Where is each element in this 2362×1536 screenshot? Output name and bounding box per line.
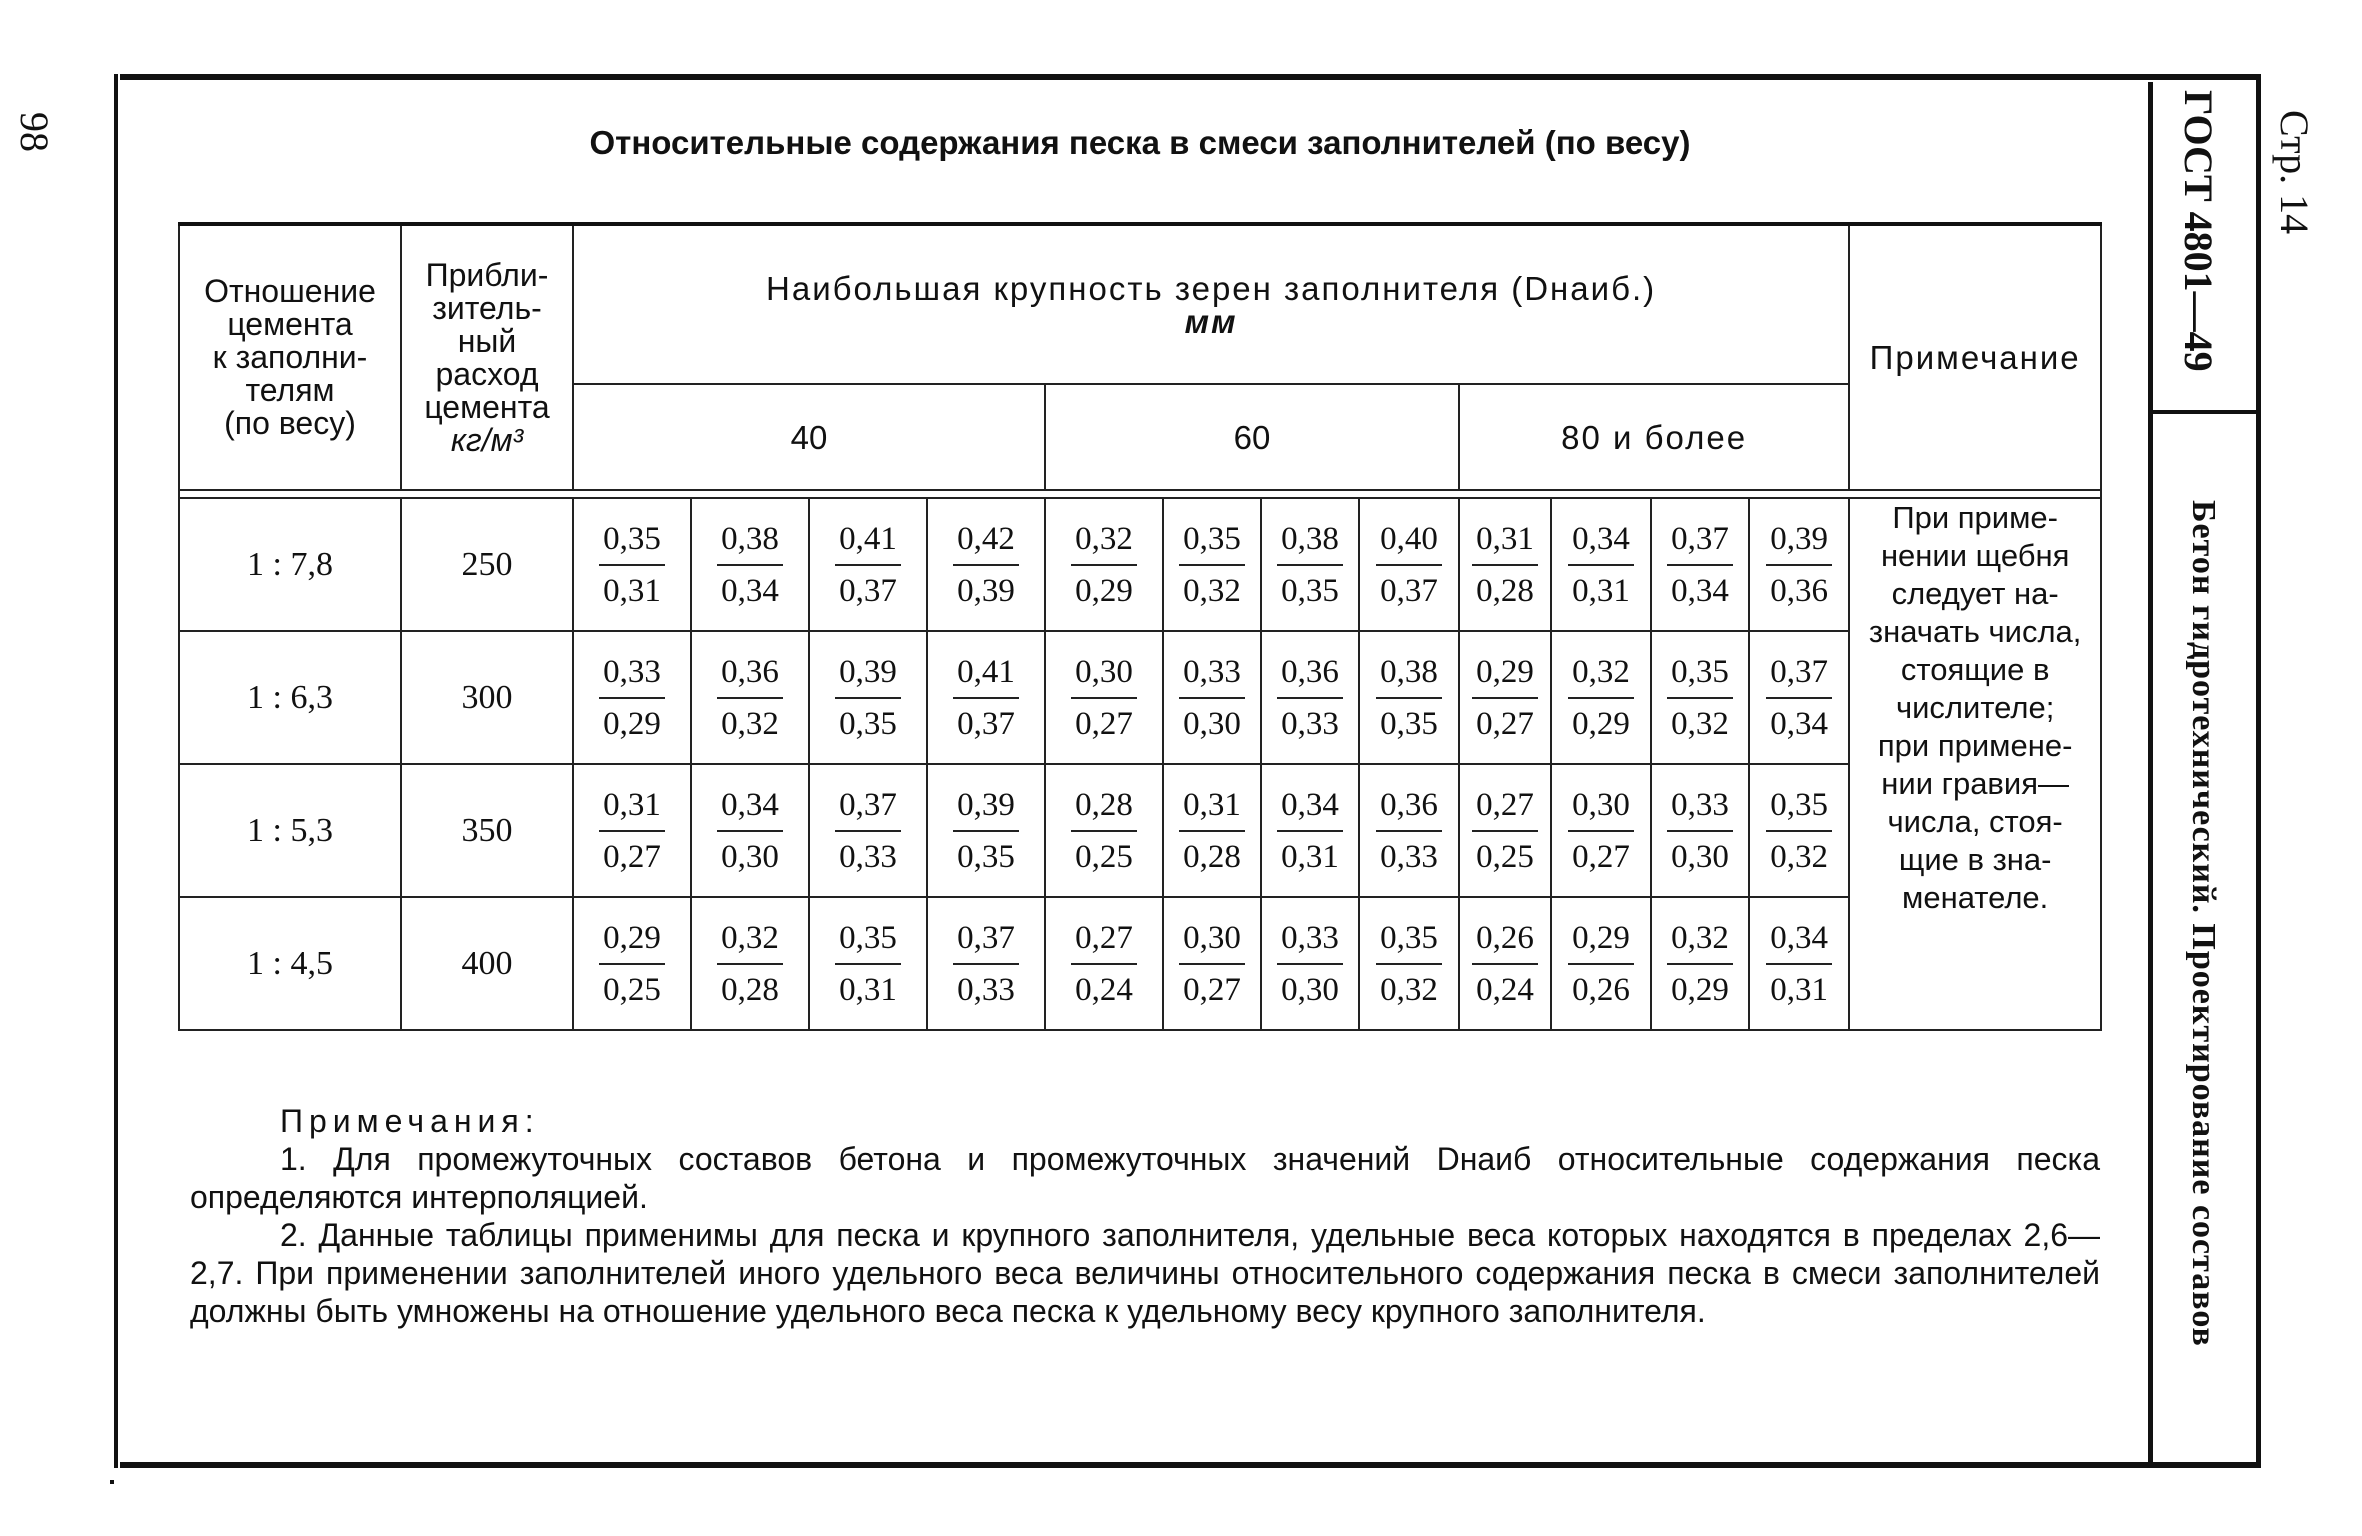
fraction-cell bbox=[1459, 897, 1551, 1030]
numerator-value: 0,29 bbox=[1568, 913, 1634, 965]
table-row bbox=[179, 897, 2101, 1030]
note-line: нении щебня bbox=[1880, 538, 2070, 573]
denominator-value: 0,29 bbox=[1671, 971, 1729, 1008]
cement-header-line: расход bbox=[435, 355, 539, 392]
fraction-cell bbox=[1749, 764, 1849, 897]
denominator-value: 0,30 bbox=[1671, 838, 1729, 875]
ratio-header-line: цемента bbox=[227, 306, 353, 342]
frame-bottom-rule bbox=[120, 1462, 2260, 1468]
numerator-value: 0,30 bbox=[1071, 647, 1137, 699]
denominator-value: 0,29 bbox=[1572, 705, 1630, 742]
fraction-cell bbox=[1163, 498, 1261, 631]
size-group-title: Наибольшая крупность зерен заполнителя (Dнаиб.) bbox=[766, 269, 1657, 307]
denominator-value: 0,33 bbox=[839, 838, 897, 875]
denominator-value: 0,31 bbox=[1572, 572, 1630, 609]
numerator-value: 0,37 bbox=[835, 780, 901, 832]
numerator-value: 0,35 bbox=[1376, 913, 1442, 965]
fraction-cell bbox=[691, 631, 809, 764]
note-line: нии гравия— bbox=[1881, 766, 2070, 801]
numerator-value: 0,34 bbox=[1568, 514, 1634, 566]
numerator-value: 0,36 bbox=[1376, 780, 1442, 832]
denominator-value: 0,24 bbox=[1075, 971, 1133, 1008]
numerator-value: 0,35 bbox=[835, 913, 901, 965]
denominator-value: 0,34 bbox=[1770, 705, 1828, 742]
frame-top-rule bbox=[120, 74, 2260, 80]
note-line: значать числа, bbox=[1868, 614, 2082, 649]
ratio-cell: 1 : 4,5 bbox=[179, 897, 401, 1030]
fraction-cell bbox=[1651, 631, 1749, 764]
side-column-rule bbox=[2256, 74, 2261, 1468]
cement-header-line: ный bbox=[457, 322, 517, 359]
notes-heading: Примечания: bbox=[280, 1103, 540, 1139]
numerator-value: 0,30 bbox=[1568, 780, 1634, 832]
fraction-cell bbox=[1551, 498, 1651, 631]
size-group-header bbox=[573, 224, 1849, 384]
numerator-value: 0,35 bbox=[1179, 514, 1245, 566]
sand-content-table bbox=[178, 222, 2102, 1031]
side-divider-rule bbox=[2150, 410, 2260, 414]
fraction-cell bbox=[1651, 764, 1749, 897]
note-line: стоящие в bbox=[1900, 652, 2050, 687]
denominator-value: 0,36 bbox=[1770, 572, 1828, 609]
ratio-column-header bbox=[179, 224, 401, 490]
denominator-value: 0,34 bbox=[721, 572, 779, 609]
ratio-header-line: телям bbox=[245, 372, 335, 408]
numerator-value: 0,39 bbox=[1766, 514, 1832, 566]
numerator-value: 0,28 bbox=[1071, 780, 1137, 832]
numerator-value: 0,37 bbox=[1667, 514, 1733, 566]
denominator-value: 0,27 bbox=[1572, 838, 1630, 875]
numerator-value: 0,41 bbox=[953, 647, 1019, 699]
table-row bbox=[179, 631, 2101, 764]
denominator-value: 0,31 bbox=[1770, 971, 1828, 1008]
numerator-value: 0,32 bbox=[1667, 913, 1733, 965]
cement-cell: 350 bbox=[401, 764, 573, 897]
fraction-cell bbox=[1749, 498, 1849, 631]
denominator-value: 0,35 bbox=[957, 838, 1015, 875]
denominator-value: 0,37 bbox=[839, 572, 897, 609]
denominator-value: 0,25 bbox=[1476, 838, 1534, 875]
numerator-value: 0,41 bbox=[835, 514, 901, 566]
cement-unit: кг/м³ bbox=[450, 421, 524, 458]
fraction-cell bbox=[1749, 631, 1849, 764]
fraction-cell bbox=[809, 631, 927, 764]
numerator-value: 0,31 bbox=[1179, 780, 1245, 832]
denominator-value: 0,24 bbox=[1476, 971, 1534, 1008]
denominator-value: 0,33 bbox=[957, 971, 1015, 1008]
numerator-value: 0,33 bbox=[1667, 780, 1733, 832]
denominator-value: 0,28 bbox=[721, 971, 779, 1008]
denominator-value: 0,39 bbox=[957, 572, 1015, 609]
cement-cell: 400 bbox=[401, 897, 573, 1030]
numerator-value: 0,29 bbox=[1472, 647, 1538, 699]
numerator-value: 0,36 bbox=[1277, 647, 1343, 699]
numerator-value: 0,42 bbox=[953, 514, 1019, 566]
fraction-cell bbox=[1045, 897, 1163, 1030]
numerator-value: 0,32 bbox=[717, 913, 783, 965]
note-item-1: 1. Для промежуточных составов бетона и промежуточных значений Dнаиб относительные содержания песка определяются интерполяцией. bbox=[190, 1141, 2100, 1215]
cement-column-header bbox=[401, 224, 573, 490]
frame-left-rule bbox=[114, 74, 118, 1468]
note-line: числителе; bbox=[1895, 690, 2055, 725]
denominator-value: 0,34 bbox=[1671, 572, 1729, 609]
denominator-value: 0,32 bbox=[1380, 971, 1438, 1008]
size-header-80: 80 и более bbox=[1459, 384, 1849, 490]
side-title: Бетон гидротехнический. Проектирование составов bbox=[2185, 500, 2222, 1347]
size-header-40: 40 bbox=[573, 384, 1045, 490]
denominator-value: 0,28 bbox=[1183, 838, 1241, 875]
fraction-cell bbox=[809, 498, 927, 631]
header-separator bbox=[179, 490, 2101, 498]
numerator-value: 0,34 bbox=[1277, 780, 1343, 832]
fraction-cell bbox=[1045, 764, 1163, 897]
numerator-value: 0,38 bbox=[1277, 514, 1343, 566]
numerator-value: 0,27 bbox=[1071, 913, 1137, 965]
ratio-cell: 1 : 7,8 bbox=[179, 498, 401, 631]
numerator-value: 0,39 bbox=[953, 780, 1019, 832]
numerator-value: 0,37 bbox=[1766, 647, 1832, 699]
fraction-cell bbox=[927, 631, 1045, 764]
table-row bbox=[179, 498, 2101, 631]
fraction-cell bbox=[1163, 764, 1261, 897]
fraction-cell bbox=[809, 897, 927, 1030]
fraction-cell bbox=[1651, 498, 1749, 631]
denominator-value: 0,35 bbox=[1281, 572, 1339, 609]
fraction-cell bbox=[1359, 897, 1459, 1030]
note-line: числа, стоя- bbox=[1887, 804, 2063, 839]
denominator-value: 0,26 bbox=[1572, 971, 1630, 1008]
cement-header-line: Прибли- bbox=[425, 256, 549, 293]
note-line: следует на- bbox=[1891, 576, 2059, 611]
fraction-cell bbox=[573, 498, 691, 631]
fraction-cell bbox=[1459, 498, 1551, 631]
fraction-cell bbox=[1749, 897, 1849, 1030]
denominator-value: 0,29 bbox=[603, 705, 661, 742]
denominator-value: 0,32 bbox=[1183, 572, 1241, 609]
numerator-value: 0,39 bbox=[835, 647, 901, 699]
denominator-value: 0,32 bbox=[1671, 705, 1729, 742]
cement-cell: 300 bbox=[401, 631, 573, 764]
fraction-cell bbox=[1261, 631, 1359, 764]
denominator-value: 0,33 bbox=[1380, 838, 1438, 875]
numerator-value: 0,30 bbox=[1179, 913, 1245, 965]
fraction-cell bbox=[1359, 631, 1459, 764]
fraction-cell bbox=[1459, 764, 1551, 897]
denominator-value: 0,27 bbox=[1183, 971, 1241, 1008]
denominator-value: 0,30 bbox=[1183, 705, 1241, 742]
numerator-value: 0,31 bbox=[1472, 514, 1538, 566]
numerator-value: 0,35 bbox=[1667, 647, 1733, 699]
numerator-value: 0,38 bbox=[1376, 647, 1442, 699]
note-cell bbox=[1849, 498, 2101, 1030]
notes-block bbox=[190, 1102, 2100, 1330]
note-item-2: 2. Данные таблицы применимы для песка и крупного заполнителя, удельные веса которых находятся в пределах 2,6—2,7. При применении заполнителей иного удельного веса величины относительного содержания песка в смеси заполнителей должны быть умножены на отношение удельного веса песка к удельному весу крупного заполнителя. bbox=[190, 1217, 2100, 1329]
table-title: Относительные содержания песка в смеси заполнителей (по весу) bbox=[589, 124, 1691, 161]
numerator-value: 0,34 bbox=[1766, 913, 1832, 965]
numerator-value: 0,34 bbox=[717, 780, 783, 832]
numerator-value: 0,37 bbox=[953, 913, 1019, 965]
fraction-cell bbox=[1261, 897, 1359, 1030]
fraction-cell bbox=[1551, 764, 1651, 897]
frame-right-rule bbox=[2148, 82, 2153, 1466]
denominator-value: 0,37 bbox=[1380, 572, 1438, 609]
fraction-cell bbox=[1651, 897, 1749, 1030]
page-number: 98 bbox=[12, 112, 57, 152]
numerator-value: 0,33 bbox=[599, 647, 665, 699]
note-line: менателе. bbox=[1902, 880, 2049, 915]
fraction-cell bbox=[1359, 764, 1459, 897]
size-header-60: 60 bbox=[1045, 384, 1459, 490]
fraction-cell bbox=[927, 897, 1045, 1030]
note-column-header: Примечание bbox=[1849, 224, 2101, 490]
denominator-value: 0,27 bbox=[1075, 705, 1133, 742]
denominator-value: 0,37 bbox=[957, 705, 1015, 742]
numerator-value: 0,29 bbox=[599, 913, 665, 965]
fraction-cell bbox=[691, 498, 809, 631]
numerator-value: 0,32 bbox=[1071, 514, 1137, 566]
denominator-value: 0,27 bbox=[1476, 705, 1534, 742]
denominator-value: 0,25 bbox=[603, 971, 661, 1008]
numerator-value: 0,33 bbox=[1277, 913, 1343, 965]
fraction-cell bbox=[1261, 764, 1359, 897]
note-line: При приме- bbox=[1892, 500, 2058, 535]
fraction-cell bbox=[1045, 498, 1163, 631]
denominator-value: 0,31 bbox=[603, 572, 661, 609]
denominator-value: 0,32 bbox=[721, 705, 779, 742]
note-line: щие в зна- bbox=[1898, 842, 2052, 877]
fraction-cell bbox=[1163, 897, 1261, 1030]
fraction-cell bbox=[691, 764, 809, 897]
denominator-value: 0,35 bbox=[1380, 705, 1438, 742]
fraction-cell bbox=[1551, 897, 1651, 1030]
side-gost-label: ГОСТ 4801—49 bbox=[2176, 90, 2221, 372]
denominator-value: 0,25 bbox=[1075, 838, 1133, 875]
ratio-header-line: Отношение bbox=[204, 273, 376, 309]
denominator-value: 0,35 bbox=[839, 705, 897, 742]
denominator-value: 0,29 bbox=[1075, 572, 1133, 609]
size-group-unit: мм bbox=[1184, 302, 1238, 340]
fraction-cell bbox=[573, 897, 691, 1030]
denominator-value: 0,30 bbox=[1281, 971, 1339, 1008]
cement-header-line: цемента bbox=[424, 388, 550, 425]
denominator-value: 0,31 bbox=[839, 971, 897, 1008]
fraction-cell bbox=[573, 764, 691, 897]
ratio-cell: 1 : 6,3 bbox=[179, 631, 401, 764]
fraction-cell bbox=[1551, 631, 1651, 764]
numerator-value: 0,27 bbox=[1472, 780, 1538, 832]
fraction-cell bbox=[1045, 631, 1163, 764]
fraction-cell bbox=[573, 631, 691, 764]
numerator-value: 0,36 bbox=[717, 647, 783, 699]
cement-cell: 250 bbox=[401, 498, 573, 631]
fraction-cell bbox=[1459, 631, 1551, 764]
fraction-cell bbox=[809, 764, 927, 897]
numerator-value: 0,38 bbox=[717, 514, 783, 566]
fraction-cell bbox=[691, 897, 809, 1030]
ratio-header-line: (по весу) bbox=[224, 405, 356, 441]
denominator-value: 0,28 bbox=[1476, 572, 1534, 609]
numerator-value: 0,32 bbox=[1568, 647, 1634, 699]
denominator-value: 0,32 bbox=[1770, 838, 1828, 875]
numerator-value: 0,35 bbox=[1766, 780, 1832, 832]
numerator-value: 0,35 bbox=[599, 514, 665, 566]
table-row bbox=[179, 764, 2101, 897]
numerator-value: 0,26 bbox=[1472, 913, 1538, 965]
numerator-value: 0,40 bbox=[1376, 514, 1442, 566]
numerator-value: 0,33 bbox=[1179, 647, 1245, 699]
fraction-cell bbox=[927, 764, 1045, 897]
fraction-cell bbox=[1163, 631, 1261, 764]
margin-dot bbox=[110, 1480, 114, 1484]
denominator-value: 0,30 bbox=[721, 838, 779, 875]
denominator-value: 0,27 bbox=[603, 838, 661, 875]
fraction-cell bbox=[927, 498, 1045, 631]
denominator-value: 0,33 bbox=[1281, 705, 1339, 742]
fraction-cell bbox=[1261, 498, 1359, 631]
ratio-header-line: к заполни- bbox=[212, 339, 368, 375]
cement-header-line: зитель- bbox=[432, 289, 542, 326]
note-line: при примене- bbox=[1877, 728, 2073, 763]
side-page-label: Стр. 14 bbox=[2272, 110, 2317, 235]
fraction-cell bbox=[1359, 498, 1459, 631]
numerator-value: 0,31 bbox=[599, 780, 665, 832]
denominator-value: 0,31 bbox=[1281, 838, 1339, 875]
ratio-cell: 1 : 5,3 bbox=[179, 764, 401, 897]
